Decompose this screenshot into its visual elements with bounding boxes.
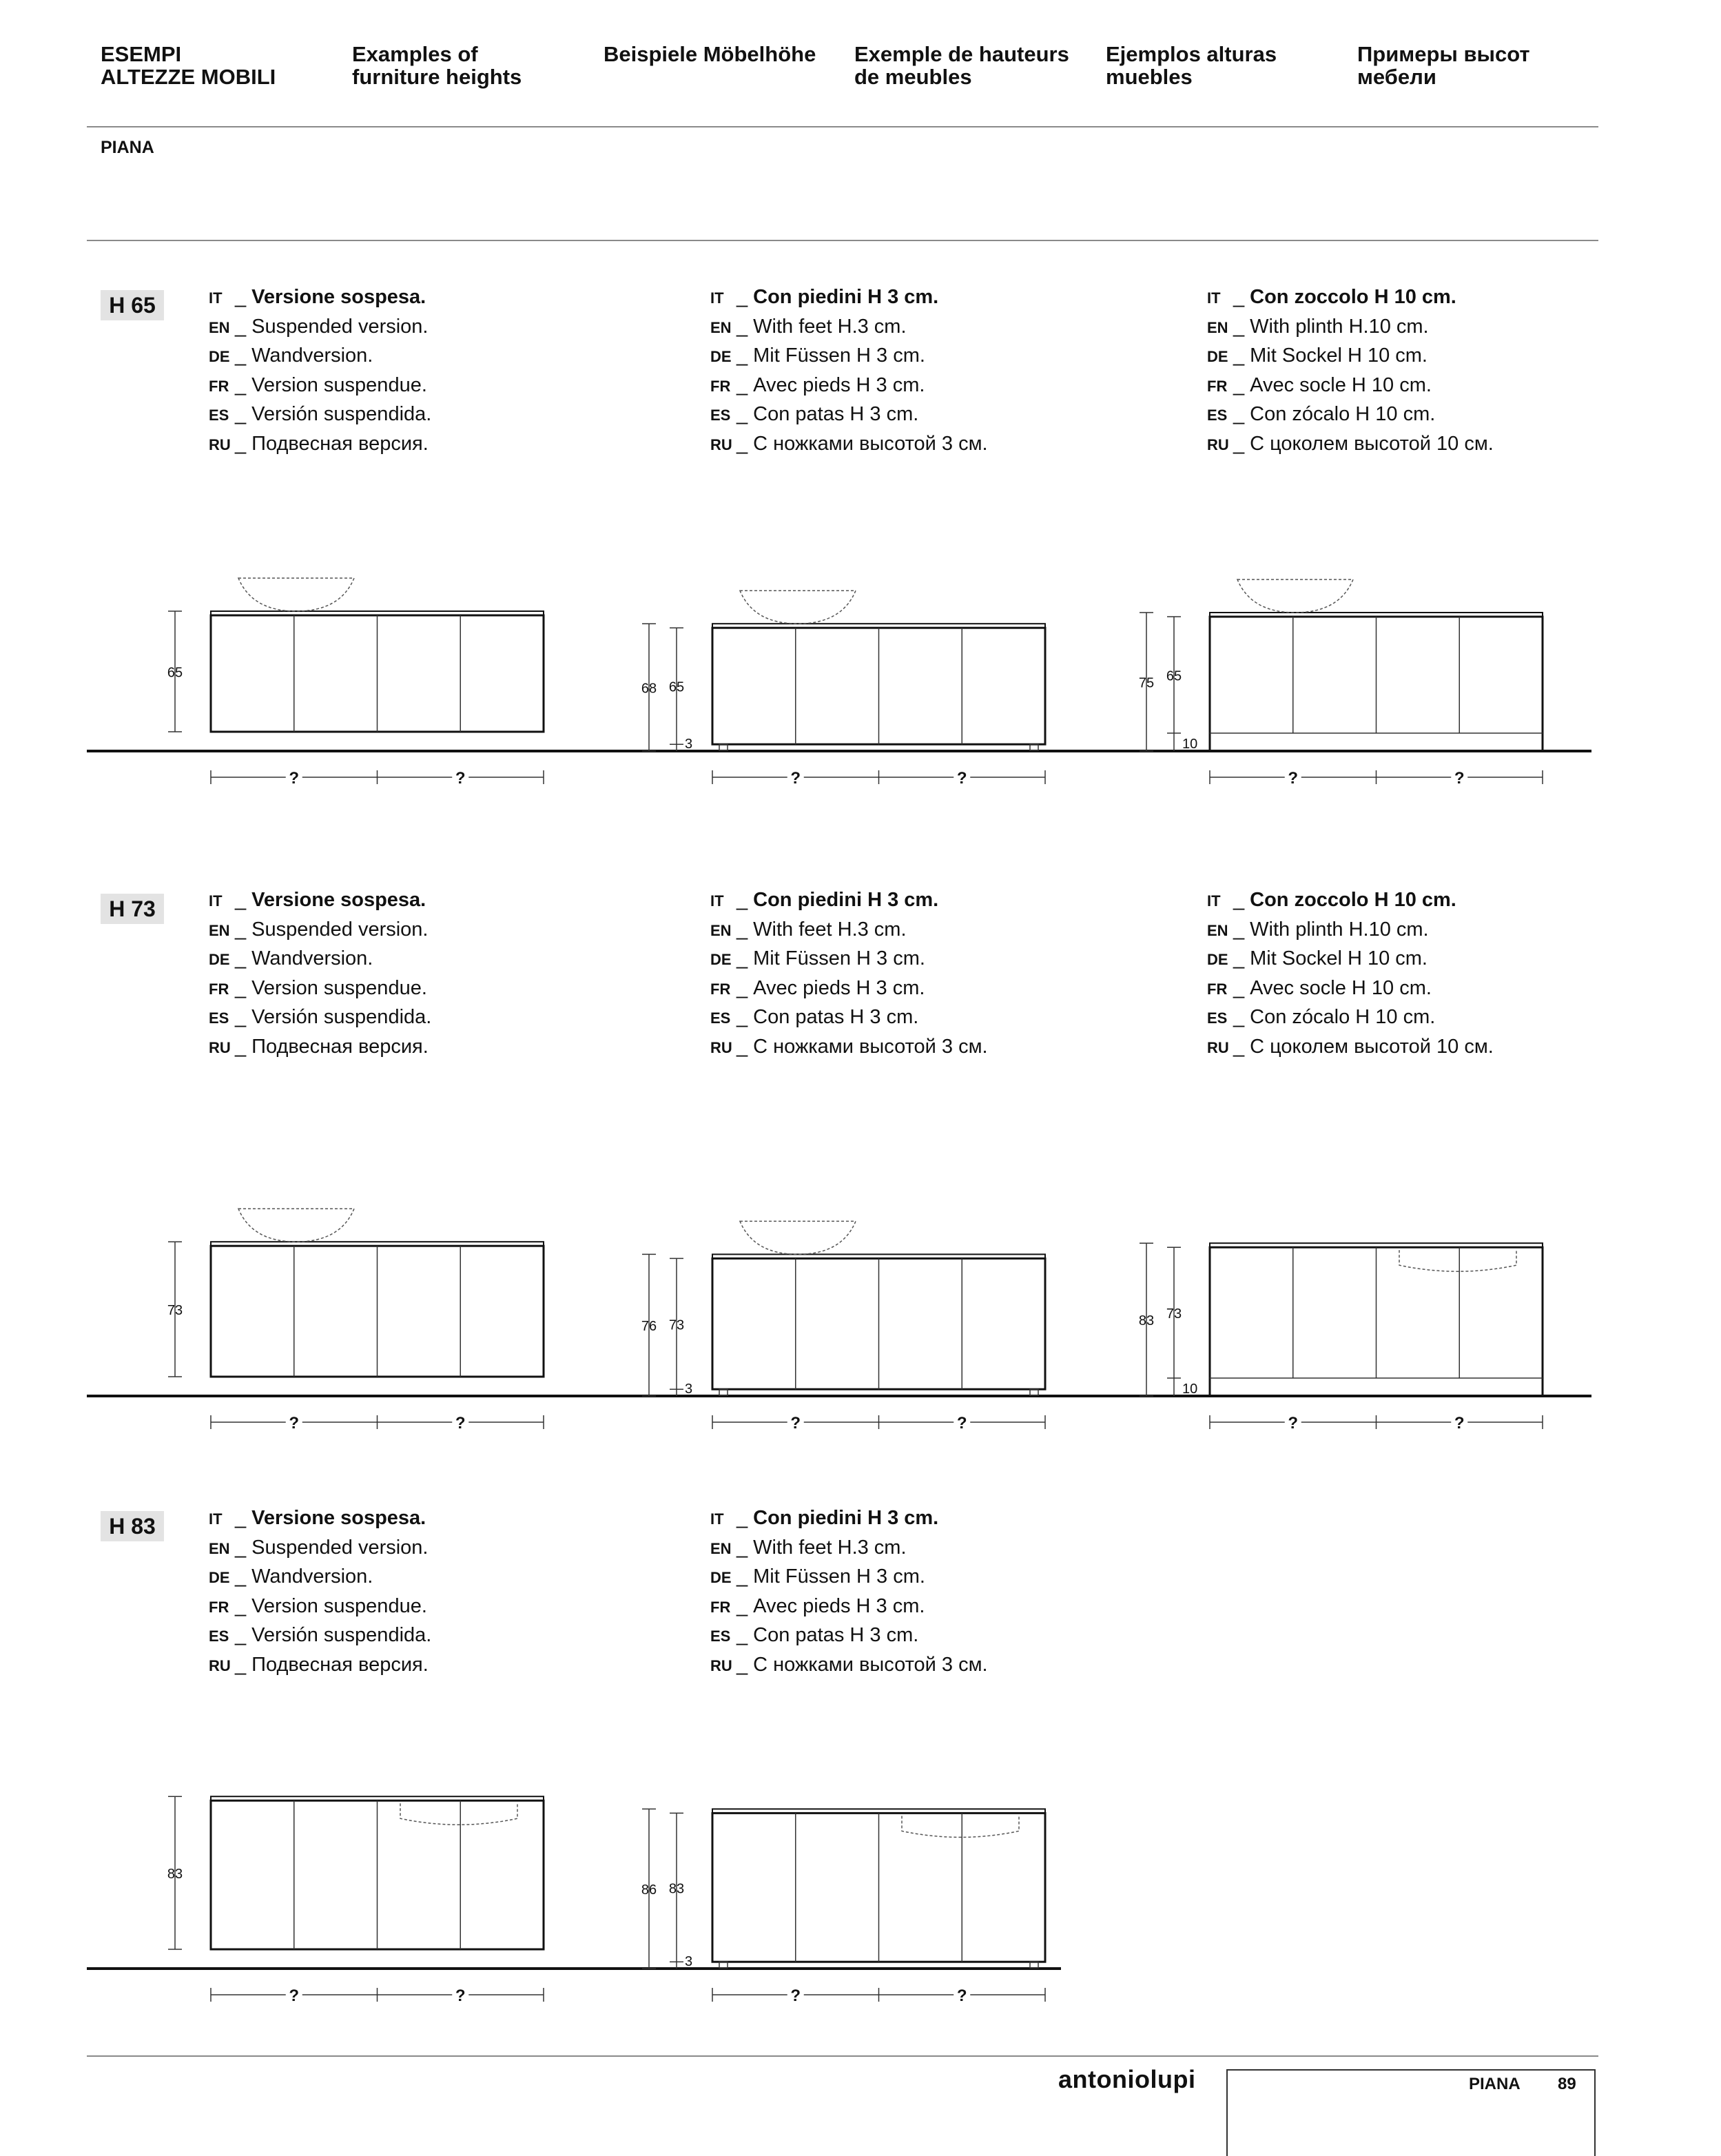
height-badge: H 83 bbox=[101, 1511, 164, 1541]
separator: _ bbox=[235, 1507, 247, 1529]
description-text: Con patas H 3 cm. bbox=[753, 403, 919, 425]
height-dimensions bbox=[641, 624, 692, 752]
language-code: FR bbox=[209, 980, 229, 998]
language-code: IT bbox=[209, 1510, 223, 1528]
dimension-label: 3 bbox=[685, 1954, 693, 1969]
width-label: ? bbox=[956, 1414, 967, 1433]
separator: _ bbox=[235, 286, 247, 308]
separator: _ bbox=[235, 1035, 247, 1058]
description-text: With feet H.3 cm. bbox=[753, 1536, 907, 1559]
language-code: ES bbox=[710, 407, 731, 424]
height-dimensions bbox=[167, 1242, 183, 1377]
language-code: IT bbox=[710, 892, 724, 910]
height-dimensions bbox=[167, 1796, 183, 1949]
description-text: С ножками высотой 3 см. bbox=[753, 432, 988, 455]
language-code: FR bbox=[710, 377, 731, 395]
description-text: Versión suspendida. bbox=[251, 1006, 432, 1028]
width-label: ? bbox=[289, 769, 300, 788]
height-dimensions bbox=[1139, 1243, 1197, 1397]
separator: _ bbox=[235, 947, 247, 969]
dimension-label: 73 bbox=[1166, 1306, 1182, 1322]
language-code: FR bbox=[209, 1598, 229, 1616]
separator: _ bbox=[235, 1006, 247, 1028]
separator: _ bbox=[736, 1507, 748, 1529]
description-text: Mit Sockel H 10 cm. bbox=[1250, 345, 1428, 367]
language-code: FR bbox=[710, 1598, 731, 1616]
language-code: RU bbox=[1207, 435, 1229, 453]
width-label: ? bbox=[289, 1986, 300, 2005]
header-text: Beispiele Möbelhöhe bbox=[604, 42, 816, 66]
header-text: furniture heights bbox=[352, 65, 522, 89]
language-code: EN bbox=[1207, 318, 1228, 336]
language-code: RU bbox=[710, 1656, 732, 1674]
description-text: With feet H.3 cm. bbox=[753, 918, 907, 941]
description-text: Подвесная версия. bbox=[251, 432, 429, 455]
height-dimensions bbox=[167, 611, 183, 732]
width-label: ? bbox=[1288, 769, 1299, 788]
separator: _ bbox=[235, 889, 247, 911]
height-badge: H 73 bbox=[101, 894, 164, 924]
separator: _ bbox=[736, 345, 748, 367]
width-dimensions bbox=[712, 768, 1045, 788]
width-dimensions bbox=[211, 1985, 544, 2005]
separator: _ bbox=[1233, 373, 1245, 396]
separator: _ bbox=[736, 432, 748, 455]
dimension-label: 68 bbox=[641, 681, 657, 697]
description-text: Con piedini H 3 cm. bbox=[753, 889, 939, 911]
header-text: мебели bbox=[1357, 65, 1436, 89]
description-text: Avec socle H 10 cm. bbox=[1250, 373, 1432, 396]
separator: _ bbox=[235, 976, 247, 999]
header-text: Ejemplos alturas bbox=[1106, 42, 1277, 66]
separator: _ bbox=[736, 1624, 748, 1646]
cabinet-drawing-feet bbox=[641, 1221, 1045, 1433]
width-label: ? bbox=[790, 1986, 801, 2005]
language-code: FR bbox=[209, 377, 229, 395]
separator: _ bbox=[235, 918, 247, 941]
description-text: Mit Sockel H 10 cm. bbox=[1250, 947, 1428, 969]
width-dimensions bbox=[1210, 1413, 1543, 1433]
description-text: Подвесная версия. bbox=[251, 1653, 429, 1676]
language-code: FR bbox=[710, 980, 731, 998]
width-label: ? bbox=[455, 1414, 466, 1433]
description-text: Wandversion. bbox=[251, 345, 373, 367]
language-code: RU bbox=[209, 1038, 231, 1056]
separator: _ bbox=[1233, 1006, 1245, 1028]
language-code: RU bbox=[1207, 1038, 1229, 1056]
width-label: ? bbox=[956, 769, 967, 788]
inset-basin-icon bbox=[400, 1803, 517, 1825]
description-text: Versione sospesa. bbox=[251, 286, 426, 308]
language-code: DE bbox=[209, 348, 230, 365]
width-label: ? bbox=[1288, 1414, 1299, 1433]
description-text: Mit Füssen H 3 cm. bbox=[753, 947, 925, 969]
separator: _ bbox=[235, 1624, 247, 1646]
separator: _ bbox=[235, 1653, 247, 1676]
washbasin-icon bbox=[1237, 579, 1353, 613]
description-text: Con piedini H 3 cm. bbox=[753, 1507, 939, 1529]
cabinet-drawing-plinth bbox=[1139, 579, 1543, 788]
height-dimensions bbox=[641, 1254, 692, 1397]
language-code: EN bbox=[209, 318, 230, 336]
language-code: EN bbox=[1207, 921, 1228, 939]
header-text: ESEMPI bbox=[101, 42, 182, 66]
separator: _ bbox=[736, 315, 748, 338]
dimension-label: 83 bbox=[668, 1881, 685, 1897]
separator: _ bbox=[235, 403, 247, 425]
language-code: ES bbox=[209, 1628, 229, 1645]
separator: _ bbox=[235, 1536, 247, 1559]
language-code: EN bbox=[209, 921, 230, 939]
width-dimensions bbox=[211, 1413, 544, 1433]
width-dimensions bbox=[1210, 768, 1543, 788]
header-text: Примеры высот bbox=[1357, 42, 1530, 66]
language-code: RU bbox=[209, 1656, 231, 1674]
language-code: DE bbox=[1207, 348, 1228, 365]
language-code: DE bbox=[710, 1569, 732, 1586]
separator: _ bbox=[1233, 918, 1245, 941]
language-code: ES bbox=[710, 1009, 731, 1027]
footer-divider bbox=[87, 2055, 1598, 2057]
language-code: ES bbox=[209, 1009, 229, 1027]
separator: _ bbox=[235, 315, 247, 338]
separator: _ bbox=[736, 286, 748, 308]
language-code: IT bbox=[209, 892, 223, 910]
language-code: DE bbox=[1207, 951, 1228, 968]
cabinet-drawing-plinth bbox=[1139, 1243, 1543, 1433]
separator: _ bbox=[1233, 889, 1245, 911]
inset-basin-icon bbox=[1399, 1250, 1516, 1271]
dimension-label: 83 bbox=[1138, 1313, 1155, 1329]
description-text: Version suspendue. bbox=[251, 1594, 427, 1617]
dimension-label: 86 bbox=[641, 1882, 657, 1898]
description-text: Wandversion. bbox=[251, 1565, 373, 1588]
dimension-label: 75 bbox=[1138, 675, 1155, 691]
description-text: Suspended version. bbox=[251, 315, 429, 338]
description-text: Versione sospesa. bbox=[251, 889, 426, 911]
description-text: Versión suspendida. bbox=[251, 1624, 432, 1646]
description-text: Con piedini H 3 cm. bbox=[753, 286, 939, 308]
description-text: Con zócalo H 10 cm. bbox=[1250, 1006, 1436, 1028]
width-dimensions bbox=[712, 1413, 1045, 1433]
language-code: IT bbox=[209, 289, 223, 307]
language-code: EN bbox=[710, 921, 732, 939]
width-label: ? bbox=[455, 1986, 466, 2005]
language-code: EN bbox=[209, 1539, 230, 1557]
description-text: Con zócalo H 10 cm. bbox=[1250, 403, 1436, 425]
width-label: ? bbox=[455, 769, 466, 788]
separator: _ bbox=[1233, 403, 1245, 425]
dimension-label: 83 bbox=[167, 1867, 183, 1882]
description-text: With feet H.3 cm. bbox=[753, 315, 907, 338]
separator: _ bbox=[1233, 976, 1245, 999]
width-label: ? bbox=[956, 1986, 967, 2005]
page-number: 89 bbox=[1558, 2075, 1576, 2093]
description-text: Wandversion. bbox=[251, 947, 373, 969]
separator: _ bbox=[736, 918, 748, 941]
language-code: RU bbox=[710, 435, 732, 453]
header-text: de meubles bbox=[854, 65, 972, 89]
separator: _ bbox=[736, 1565, 748, 1588]
description-text: With plinth H.10 cm. bbox=[1250, 315, 1429, 338]
inset-basin-icon bbox=[902, 1816, 1019, 1837]
washbasin-icon bbox=[238, 1209, 354, 1242]
header-text: Examples of bbox=[352, 42, 478, 66]
height-dimensions bbox=[641, 1809, 692, 1969]
cabinet-drawing-suspended bbox=[167, 1796, 544, 2005]
language-code: RU bbox=[710, 1038, 732, 1056]
separator: _ bbox=[736, 373, 748, 396]
description-text: Suspended version. bbox=[251, 918, 429, 941]
description-text: Con zoccolo H 10 cm. bbox=[1250, 889, 1456, 911]
language-code: IT bbox=[710, 1510, 724, 1528]
dimension-label: 10 bbox=[1182, 1382, 1198, 1397]
product-name: PIANA bbox=[101, 138, 154, 157]
separator: _ bbox=[235, 1565, 247, 1588]
brand-logo: antoniolupi bbox=[1058, 2065, 1196, 2093]
cabinet-drawing-feet bbox=[641, 1809, 1045, 2005]
width-dimensions bbox=[211, 768, 544, 788]
description-text: Подвесная версия. bbox=[251, 1035, 429, 1058]
separator: _ bbox=[1233, 432, 1245, 455]
language-code: ES bbox=[710, 1628, 731, 1645]
description-text: С цоколем высотой 10 см. bbox=[1250, 432, 1494, 455]
separator: _ bbox=[736, 1536, 748, 1559]
language-code: ES bbox=[1207, 1009, 1228, 1027]
language-code: ES bbox=[209, 407, 229, 424]
language-code: IT bbox=[1207, 289, 1221, 307]
dimension-label: 3 bbox=[685, 737, 693, 752]
description-text: Con zoccolo H 10 cm. bbox=[1250, 286, 1456, 308]
language-code: EN bbox=[710, 1539, 732, 1557]
separator: _ bbox=[1233, 1035, 1245, 1058]
dimension-label: 10 bbox=[1182, 737, 1198, 752]
header-text: muebles bbox=[1106, 65, 1193, 89]
language-code: DE bbox=[209, 1569, 230, 1586]
description-text: Con patas H 3 cm. bbox=[753, 1624, 919, 1646]
description-text: Avec socle H 10 cm. bbox=[1250, 976, 1432, 999]
dimension-label: 3 bbox=[685, 1382, 693, 1397]
dimension-label: 73 bbox=[167, 1303, 183, 1319]
cabinet-drawing-suspended bbox=[167, 1209, 544, 1433]
width-label: ? bbox=[1454, 769, 1465, 788]
separator: _ bbox=[736, 1006, 748, 1028]
description-text: With plinth H.10 cm. bbox=[1250, 918, 1429, 941]
description-text: Mit Füssen H 3 cm. bbox=[753, 345, 925, 367]
description-text: Avec pieds H 3 cm. bbox=[753, 976, 925, 999]
description-text: Avec pieds H 3 cm. bbox=[753, 1594, 925, 1617]
width-label: ? bbox=[790, 769, 801, 788]
width-label: ? bbox=[790, 1414, 801, 1433]
separator: _ bbox=[235, 345, 247, 367]
header-text: Exemple de hauteurs bbox=[854, 42, 1069, 66]
separator: _ bbox=[736, 976, 748, 999]
separator: _ bbox=[736, 403, 748, 425]
height-badge: H 65 bbox=[101, 290, 164, 320]
footer-box bbox=[1226, 2069, 1596, 2156]
description-text: С ножками высотой 3 см. bbox=[753, 1035, 988, 1058]
dimension-label: 73 bbox=[668, 1317, 685, 1333]
language-code: ES bbox=[1207, 407, 1228, 424]
separator: _ bbox=[1233, 947, 1245, 969]
dimension-label: 65 bbox=[1166, 668, 1182, 684]
description-text: С ножками высотой 3 см. bbox=[753, 1653, 988, 1676]
description-text: Versión suspendida. bbox=[251, 403, 432, 425]
language-code: DE bbox=[209, 951, 230, 968]
washbasin-icon bbox=[238, 578, 354, 611]
language-code: FR bbox=[1207, 377, 1228, 395]
footer-product: PIANA bbox=[1469, 2075, 1521, 2093]
separator: _ bbox=[736, 1653, 748, 1676]
language-code: DE bbox=[710, 348, 732, 365]
language-code: RU bbox=[209, 435, 231, 453]
separator: _ bbox=[736, 947, 748, 969]
washbasin-icon bbox=[740, 591, 856, 624]
separator: _ bbox=[1233, 286, 1245, 308]
dimension-label: 65 bbox=[167, 665, 183, 681]
cabinet-drawing-suspended bbox=[167, 578, 544, 788]
description-text: Avec pieds H 3 cm. bbox=[753, 373, 925, 396]
language-code: DE bbox=[710, 951, 732, 968]
separator: _ bbox=[736, 1594, 748, 1617]
width-label: ? bbox=[1454, 1414, 1465, 1433]
dimension-label: 65 bbox=[668, 679, 685, 695]
description-text: С цоколем высотой 10 см. bbox=[1250, 1035, 1494, 1058]
dimension-label: 76 bbox=[641, 1319, 657, 1335]
description-text: Suspended version. bbox=[251, 1536, 429, 1559]
description-text: Version suspendue. bbox=[251, 373, 427, 396]
width-label: ? bbox=[289, 1414, 300, 1433]
washbasin-icon bbox=[740, 1221, 856, 1254]
description-text: Mit Füssen H 3 cm. bbox=[753, 1565, 925, 1588]
separator: _ bbox=[736, 889, 748, 911]
header-text: ALTEZZE MOBILI bbox=[101, 65, 276, 89]
description-text: Con patas H 3 cm. bbox=[753, 1006, 919, 1028]
height-dimensions bbox=[1139, 613, 1197, 752]
description-text: Versione sospesa. bbox=[251, 1507, 426, 1529]
language-code: IT bbox=[710, 289, 724, 307]
description-text: Version suspendue. bbox=[251, 976, 427, 999]
language-code: IT bbox=[1207, 892, 1221, 910]
separator: _ bbox=[736, 1035, 748, 1058]
separator: _ bbox=[235, 373, 247, 396]
separator: _ bbox=[235, 432, 247, 455]
language-code: EN bbox=[710, 318, 732, 336]
cabinet-drawing-feet bbox=[641, 591, 1045, 788]
separator: _ bbox=[1233, 315, 1245, 338]
separator: _ bbox=[1233, 345, 1245, 367]
language-code: FR bbox=[1207, 980, 1228, 998]
width-dimensions bbox=[712, 1985, 1045, 2005]
separator: _ bbox=[235, 1594, 247, 1617]
